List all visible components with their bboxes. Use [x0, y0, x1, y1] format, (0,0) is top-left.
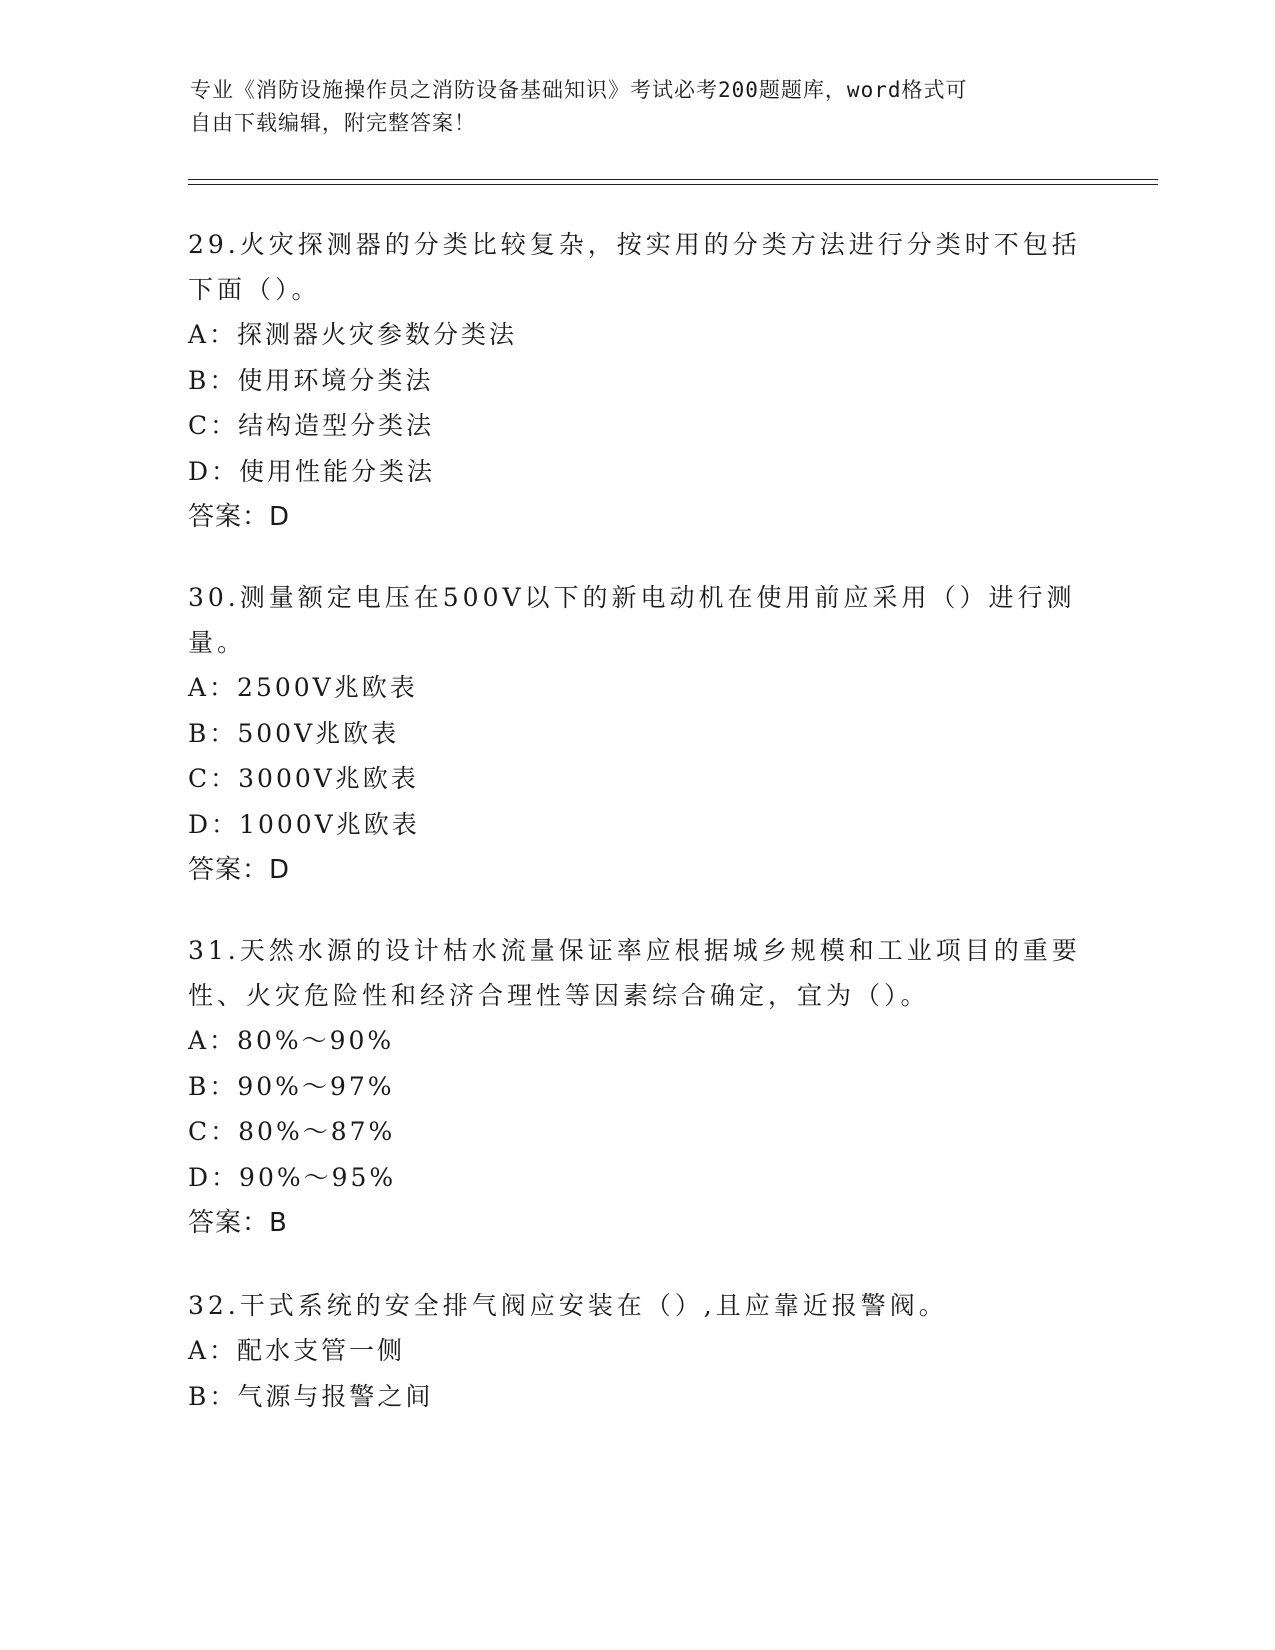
question-line: 30.测量额定电压在500V以下的新电动机在使用前应采用（）进行测: [188, 583, 1076, 612]
question-line: 下面（）。: [188, 275, 321, 304]
question-text: [188, 928, 1088, 1018]
header-line: 专业《消防设施操作员之消防设备基础知识》考试必考200题题库，word格式可: [190, 78, 968, 102]
option-d: D：90%～95%: [188, 1162, 397, 1192]
question-32: [188, 1283, 1088, 1419]
question-text: [188, 1283, 1088, 1328]
option-a: A：2500V兆欧表: [188, 673, 418, 702]
question-line: 31.天然水源的设计枯水流量保证率应根据城乡规模和工业项目的重要: [188, 936, 1081, 965]
question-31: [188, 928, 1088, 1246]
option-b: B：500V兆欧表: [188, 718, 400, 748]
question-29: [188, 222, 1088, 540]
option-c: C：3000V兆欧表: [188, 764, 419, 793]
answer: 答案：D: [188, 502, 291, 532]
question-text: [188, 575, 1088, 665]
header-divider: [188, 184, 1158, 185]
question-line: 性、火灾危险性和经济合理性等因素综合确定，宜为（）。: [188, 981, 930, 1010]
header-line: 自由下载编辑，附完整答案！: [190, 111, 476, 135]
header-divider: [188, 179, 1158, 180]
option-c: C：结构造型分类法: [188, 411, 435, 440]
question-30: [188, 575, 1088, 893]
question-line: 29.火灾探测器的分类比较复杂，按实用的分类方法进行分类时不包括: [188, 230, 1081, 259]
option-b: B：90%～97%: [188, 1071, 395, 1101]
option-a: A：探测器火灾参数分类法: [188, 320, 518, 349]
answer: 答案：D: [188, 855, 291, 885]
option-b: B：使用环境分类法: [188, 365, 434, 395]
option-b: B：气源与报警之间: [188, 1381, 434, 1411]
option-a: A：80%～90%: [188, 1026, 395, 1055]
answer: 答案：B: [188, 1208, 288, 1238]
question-line: 量。: [188, 628, 247, 657]
option-d: D：1000V兆欧表: [188, 809, 420, 839]
question-line: 32.干式系统的安全排气阀应安装在（）,且应靠近报警阀。: [188, 1291, 948, 1320]
option-c: C：80%～87%: [188, 1117, 396, 1146]
option-a: A：配水支管一侧: [188, 1336, 406, 1365]
document-header: [190, 74, 1090, 140]
question-text: [188, 222, 1088, 312]
option-d: D：使用性能分类法: [188, 456, 436, 486]
